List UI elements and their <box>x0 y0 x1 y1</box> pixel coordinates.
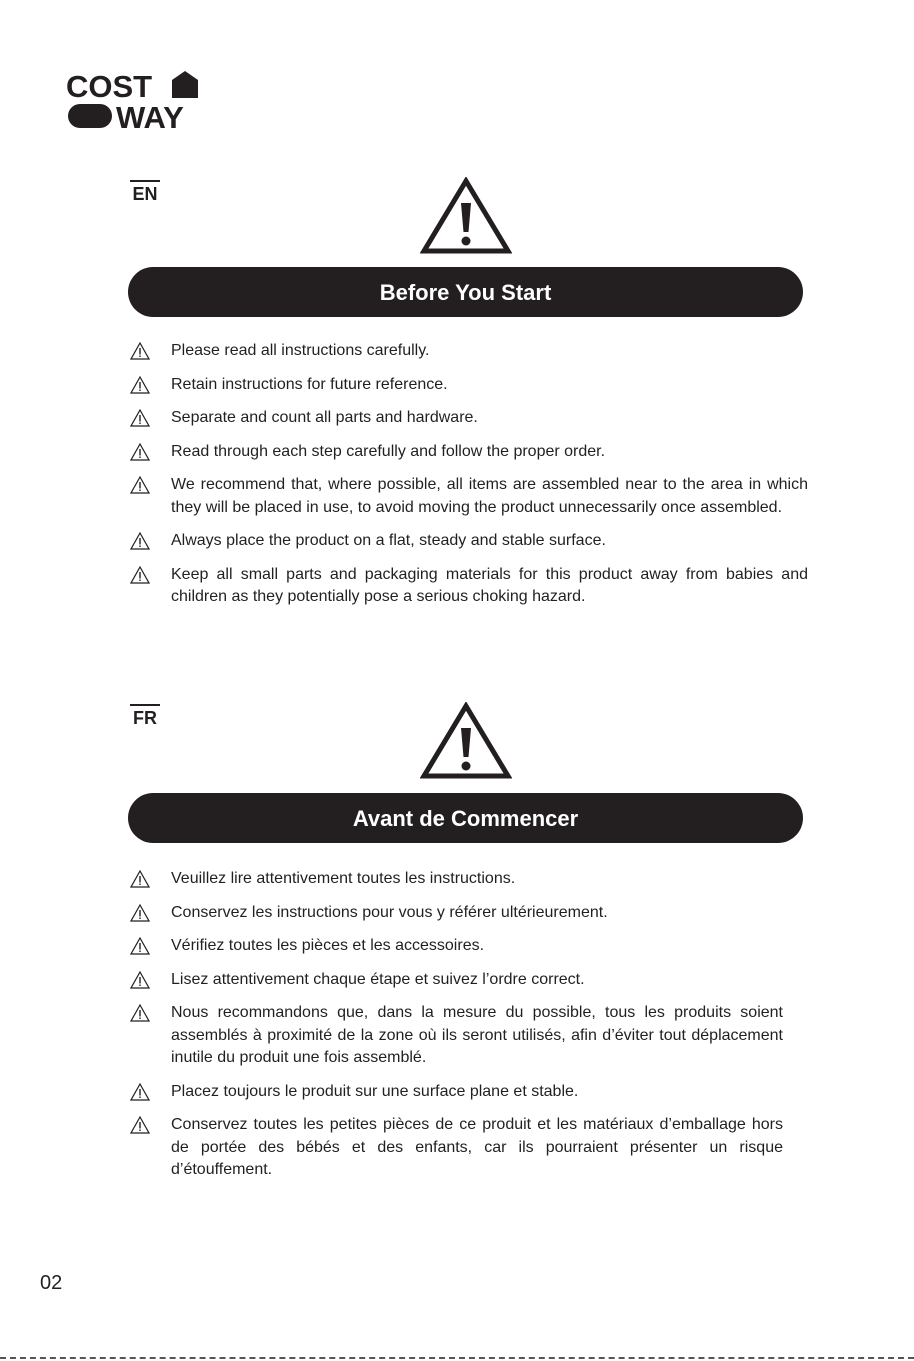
instruction-list-fr <box>128 868 783 1193</box>
warning-icon <box>130 376 150 394</box>
warning-icon <box>130 870 150 888</box>
warning-icon <box>130 971 150 989</box>
list-item-text: Conservez les instructions pour vous y référer ultérieurement. <box>171 903 608 921</box>
warning-icon <box>130 476 150 494</box>
warning-icon <box>130 904 150 922</box>
logo-pill-shape <box>68 104 112 128</box>
list-item <box>128 1114 783 1182</box>
page-bottom-divider <box>0 1357 914 1359</box>
list-item <box>128 1002 783 1070</box>
list-item-text: Vérifiez toutes les pièces et les accessoires. <box>171 937 485 954</box>
costway-logo-graphic <box>66 70 202 132</box>
costway-logo <box>66 70 202 132</box>
list-item <box>128 407 808 430</box>
instruction-list-en <box>128 340 808 620</box>
warning-triangle-icon <box>420 177 512 255</box>
list-item <box>128 474 808 519</box>
list-item <box>128 902 783 925</box>
warning-icon <box>130 443 150 461</box>
logo-line1: COST <box>66 70 153 104</box>
list-item-text: Nous recommandons que, dans la mesure du possible, tous les produits soient assemblés à proximité de la zone où ils seront utilisés, afin d’éviter tout déplacement inutile du produit une fois assemblé. <box>171 1004 783 1066</box>
section-title-banner-en: Before You Start <box>128 267 803 317</box>
language-label-fr: FR <box>130 704 160 728</box>
language-label-en: EN <box>130 180 160 204</box>
list-item-text: We recommend that, where possible, all items are assembled near to the area in which they will be placed in use, to avoid moving the product unnecessarily once assembled. <box>171 476 808 516</box>
list-item <box>128 868 783 891</box>
list-item-text: Please read all instructions carefully. <box>171 342 430 359</box>
logo-house-shape <box>172 71 198 98</box>
logo-line2: WAY <box>116 100 184 132</box>
list-item-text: Separate and count all parts and hardware. <box>171 409 478 426</box>
list-item-text: Retain instructions for future reference. <box>171 375 448 393</box>
list-item-text: Read through each step carefully and follow the proper order. <box>171 442 606 460</box>
list-item <box>128 441 808 464</box>
list-item <box>128 564 808 609</box>
warning-icon <box>130 1083 150 1101</box>
list-item <box>128 530 808 553</box>
warning-icon <box>130 937 150 955</box>
list-item-text: Lisez attentivement chaque étape et suivez l’ordre correct. <box>171 970 585 988</box>
list-item-text: Always place the product on a flat, steady and stable surface. <box>171 532 606 549</box>
list-item <box>128 374 808 397</box>
warning-triangle-icon <box>420 702 512 780</box>
list-item <box>128 935 783 958</box>
list-item-text: Placez toujours le produit sur une surface plane et stable. <box>171 1082 579 1100</box>
warning-icon <box>130 566 150 584</box>
warning-icon <box>130 342 150 360</box>
warning-icon <box>130 409 150 427</box>
list-item <box>128 340 808 363</box>
list-item-text: Veuillez lire attentivement toutes les instructions. <box>171 870 516 887</box>
list-item-text: Conservez toutes les petites pièces de ce produit et les matériaux d’emballage hors de portée des bébés et des enfants, car ils pourraient présenter un risque d’étouffement. <box>171 1116 783 1178</box>
warning-icon <box>130 532 150 550</box>
warning-icon <box>130 1004 150 1022</box>
page-number: 02 <box>40 1272 63 1294</box>
section-title-banner-fr: Avant de Commencer <box>128 793 803 843</box>
list-item <box>128 1081 783 1104</box>
warning-icon <box>130 1116 150 1134</box>
list-item-text: Keep all small parts and packaging materials for this product away from babies and children as they potentially pose a serious choking hazard. <box>171 565 808 605</box>
list-item <box>128 969 783 992</box>
